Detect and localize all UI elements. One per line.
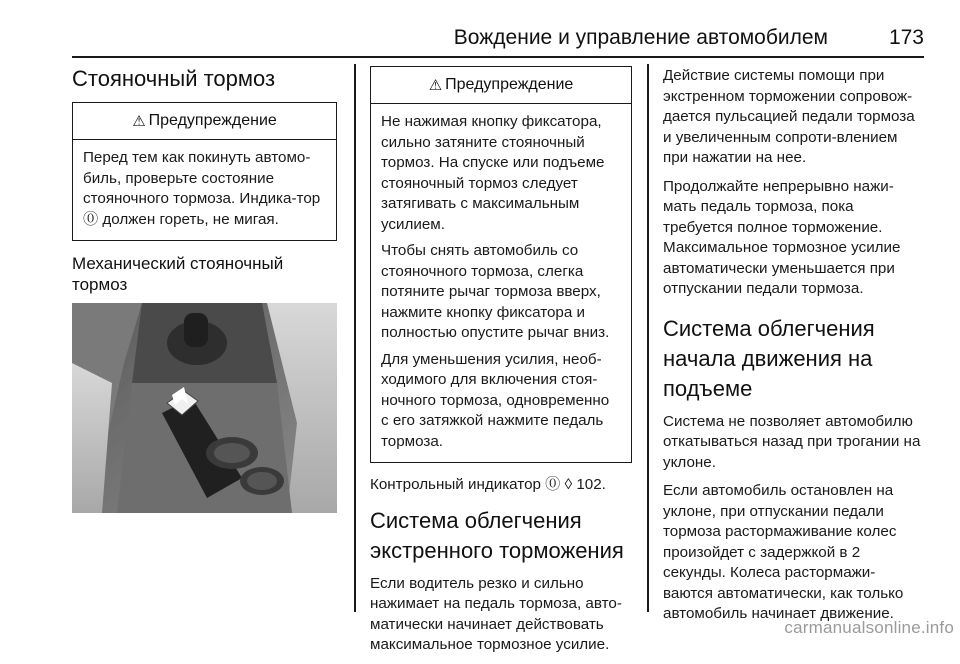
warning-paragraph: Чтобы снять автомобиль со стояночного тормоза, слегка потяните рычаг тормоза вверх, нажмите кнопку фиксатора и полностью опустите рычаг вниз. bbox=[381, 242, 610, 341]
page-header bbox=[72, 20, 924, 58]
warning-box-1 bbox=[72, 102, 337, 241]
warning-title: Предупреждение bbox=[148, 112, 277, 129]
warning-paragraph: Для уменьшения усилия, необ-ходимого для включения стоя-ночного тормоза, одновременно с его затяжкой нажмите педаль тормоза. bbox=[381, 350, 610, 450]
paragraph: Продолжайте непрерывно нажи-мать педаль тормоза, пока требуется полное торможение. Максимальное тормозное усилие автоматически уменьшается при отпускании педали тормоза. bbox=[663, 177, 901, 297]
page-number: 173 bbox=[888, 26, 924, 49]
paragraph: Действие системы помощи при экстренном торможении сопровож-дается пульсацией педали тормоза и увеличенным сопроти-влением при нажатии на нее. bbox=[663, 67, 915, 166]
section-heading-brake-assist: Система облегчения экстренного торможения bbox=[370, 507, 624, 563]
warning-triangle-icon: ⚠ bbox=[132, 113, 146, 130]
warning-header bbox=[371, 67, 631, 104]
column-1 bbox=[72, 60, 337, 513]
paragraph: Если автомобиль остановлен на уклоне, при отпускании педали тормоза растормаживание колес произойдет с задержкой в 2 секунды. Колеса растормажи-ваются автоматически, как только автомобиль начинает движение. bbox=[663, 482, 904, 622]
warning-box-2 bbox=[370, 66, 632, 463]
header-rule bbox=[72, 56, 924, 58]
parking-brake-lever-photo bbox=[72, 303, 337, 513]
header-title: Вождение и управление автомобилем bbox=[453, 26, 828, 49]
subheading-mechanical-brake: Механический стояночный тормоз bbox=[72, 254, 284, 294]
warning-triangle-icon: ⚠ bbox=[428, 77, 443, 94]
warning-body bbox=[371, 104, 631, 462]
warning-paragraph: Не нажимая кнопку фиксатора, сильно затяните стояночный тормоз. На спуске или подъеме стояночный тормоз следует затягивать с максимальным усилием. bbox=[381, 113, 605, 233]
column-3 bbox=[663, 66, 925, 633]
warning-body bbox=[73, 140, 336, 240]
paragraph: Система не позволяет автомобилю откатываться назад при трогании на уклоне. bbox=[663, 412, 921, 471]
warning-header bbox=[73, 103, 336, 140]
warning-title: Предупреждение bbox=[445, 76, 574, 93]
warning-text: Перед тем как покинуть автомо-биль, проверьте состояние стояночного тормоза. Индика-тор ⓪ должен гореть, не мигая. bbox=[83, 149, 321, 228]
section-heading-hill-start-assist: Система облегчения начала движения на подъеме bbox=[663, 315, 875, 401]
column-2 bbox=[370, 60, 632, 664]
watermark: carmanualsonline.info bbox=[784, 618, 954, 637]
column-divider-1 bbox=[354, 64, 356, 612]
column-divider-2 bbox=[647, 64, 649, 612]
indicator-reference: Контрольный индикатор ⓪ ◊ 102. bbox=[370, 476, 606, 493]
section-heading-parking-brake: Стояночный тормоз bbox=[72, 66, 276, 91]
brake-assist-paragraph: Если водитель резко и сильно нажимает на педаль тормоза, авто-матически начинает действовать максимальное тормозное усилие. bbox=[370, 574, 622, 653]
